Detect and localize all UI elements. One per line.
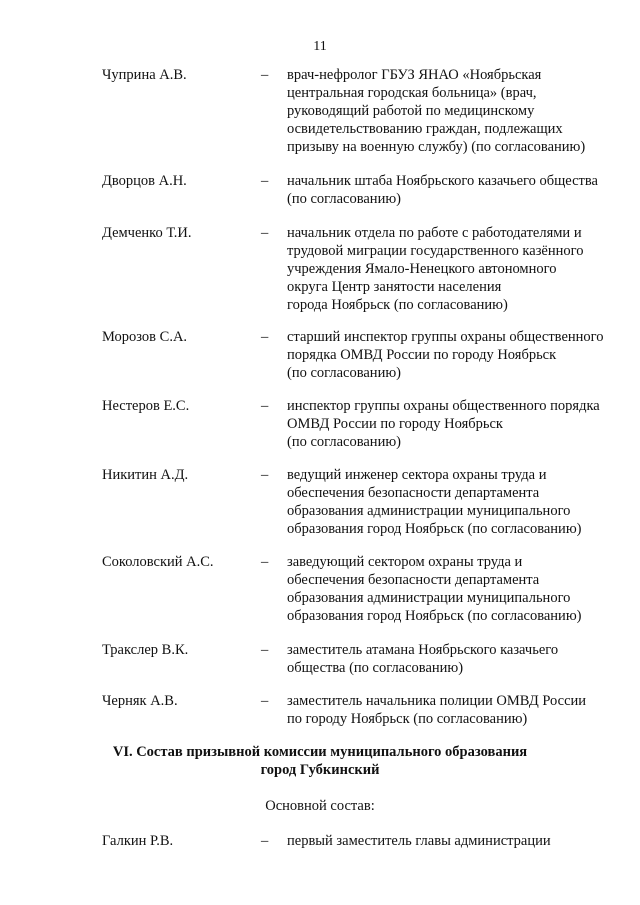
member-dash: – bbox=[261, 467, 269, 483]
member-role bbox=[287, 172, 617, 208]
role-line: по городу Ноябрьск (по согласованию) bbox=[287, 711, 528, 727]
role-line: заведующий сектором охраны труда и bbox=[287, 554, 523, 570]
member-name: Никитин А.Д. bbox=[102, 467, 189, 483]
member-name: Морозов С.А. bbox=[102, 329, 188, 345]
role-line: трудовой миграции государственного казённого bbox=[287, 243, 584, 259]
member-name: Демченко Т.И. bbox=[102, 225, 192, 241]
member-dash: – bbox=[261, 173, 269, 189]
member-role bbox=[287, 553, 617, 625]
member-role bbox=[287, 224, 617, 314]
role-line: врач-нефролог ГБУЗ ЯНАО «Ноябрьская bbox=[287, 67, 542, 83]
member-role bbox=[287, 66, 617, 156]
role-line: образования администрации муниципального bbox=[287, 590, 571, 606]
member-name: Чуприна А.В. bbox=[102, 67, 187, 83]
role-line: порядка ОМВД России по городу Ноябрьск bbox=[287, 347, 557, 363]
member-dash: – bbox=[261, 833, 269, 849]
member-role bbox=[287, 466, 617, 538]
role-line: инспектор группы охраны общественного порядка bbox=[287, 398, 600, 414]
section-heading-line: город Губкинский bbox=[260, 762, 380, 778]
member-dash: – bbox=[261, 642, 269, 658]
role-line: образования город Ноябрьск (по согласованию) bbox=[287, 521, 582, 537]
member-dash: – bbox=[261, 67, 269, 83]
role-line: обеспечения безопасности департамента bbox=[287, 572, 540, 588]
section-heading bbox=[0, 743, 640, 779]
role-line: первый заместитель главы администрации bbox=[287, 833, 551, 849]
role-line: руководящий работой по медицинскому bbox=[287, 103, 535, 119]
member-role bbox=[287, 692, 617, 728]
role-line: старший инспектор группы охраны общественного bbox=[287, 329, 604, 345]
member-role bbox=[287, 641, 617, 677]
member-dash: – bbox=[261, 225, 269, 241]
role-line: (по согласованию) bbox=[287, 365, 401, 381]
role-line: образования город Ноябрьск (по согласованию) bbox=[287, 608, 582, 624]
section-heading-line: VI. Состав призывной комиссии муниципального образования bbox=[112, 744, 528, 760]
role-line: ОМВД России по городу Ноябрьск bbox=[287, 416, 503, 432]
role-line: города Ноябрьск (по согласованию) bbox=[287, 297, 508, 313]
section-subheading: Основной состав: bbox=[265, 798, 375, 814]
role-line: учреждения Ямало-Ненецкого автономного bbox=[287, 261, 557, 277]
role-line: образования администрации муниципального bbox=[287, 503, 571, 519]
role-line: обеспечения безопасности департамента bbox=[287, 485, 540, 501]
member-dash: – bbox=[261, 398, 269, 414]
role-line: округа Центр занятости населения bbox=[287, 279, 502, 295]
page-number: 11 bbox=[313, 39, 327, 54]
member-name: Дворцов А.Н. bbox=[102, 173, 187, 189]
member-dash: – bbox=[261, 554, 269, 570]
role-line: начальник отдела по работе с работодателями и bbox=[287, 225, 582, 241]
member-role bbox=[287, 832, 617, 850]
member-name: Черняк А.В. bbox=[102, 693, 178, 709]
member-dash: – bbox=[261, 693, 269, 709]
role-line: общества (по согласованию) bbox=[287, 660, 464, 676]
role-line: призыву на военную службу) (по согласованию) bbox=[287, 139, 586, 155]
member-role bbox=[287, 397, 617, 451]
role-line: заместитель атамана Ноябрьского казачьего bbox=[287, 642, 559, 658]
role-line: (по согласованию) bbox=[287, 191, 401, 207]
role-line: заместитель начальника полиции ОМВД России bbox=[287, 693, 587, 709]
role-line: освидетельствованию граждан, подлежащих bbox=[287, 121, 563, 137]
role-line: центральная городская больница» (врач, bbox=[287, 85, 537, 101]
member-name: Тракслер В.К. bbox=[102, 642, 189, 658]
member-role bbox=[287, 328, 617, 382]
role-line: (по согласованию) bbox=[287, 434, 401, 450]
member-name: Нестеров Е.С. bbox=[102, 398, 190, 414]
role-line: ведущий инженер сектора охраны труда и bbox=[287, 467, 547, 483]
member-name: Галкин Р.В. bbox=[102, 833, 174, 849]
member-name: Соколовский А.С. bbox=[102, 554, 214, 570]
role-line: начальник штаба Ноябрьского казачьего общества bbox=[287, 173, 598, 189]
member-dash: – bbox=[261, 329, 269, 345]
